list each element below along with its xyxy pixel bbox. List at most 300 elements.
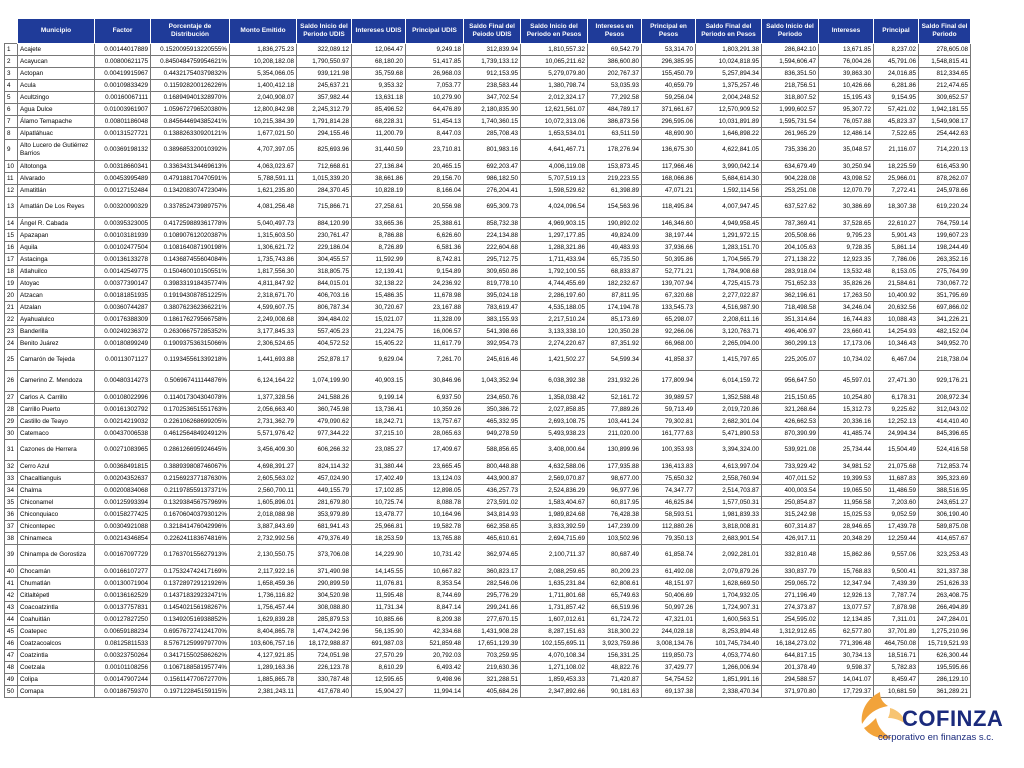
table-cell: 878,262.07: [919, 173, 971, 185]
table-cell: 2,004,248.52: [696, 92, 762, 104]
table-cell: 691,987.03: [352, 638, 406, 650]
table-cell: 35,759.68: [352, 68, 406, 80]
table-cell: 222,604.68: [464, 242, 521, 254]
table-cell: 299,241.66: [464, 602, 521, 614]
table-cell: 12,070.79: [819, 185, 874, 197]
municipio-cell: Alpatláhuac: [18, 128, 95, 140]
table-cell: 153,873.45: [588, 161, 642, 173]
table-cell: 226,123.78: [297, 662, 352, 674]
table-cell: 12,800,842.98: [230, 104, 297, 116]
table-cell: 0.263066757285352%: [151, 326, 230, 338]
table-cell: 17,729.37: [819, 686, 874, 698]
table-cell: 1,548,815.41: [919, 56, 971, 68]
table-cell: 259,065.72: [762, 578, 819, 590]
municipio-cell: Camarón de Tejeda: [18, 350, 95, 371]
table-cell: 244,028.18: [642, 626, 696, 638]
row-number: 19: [5, 278, 18, 290]
table-cell: 4,744,455.69: [521, 278, 588, 290]
table-row: [5, 116, 971, 128]
table-cell: 5,901.43: [874, 230, 919, 242]
table-cell: 80,209.23: [588, 566, 642, 578]
table-cell: 8,726.89: [352, 242, 406, 254]
table-cell: 0.170253651551763%: [151, 404, 230, 416]
table-cell: 64,476.89: [406, 104, 464, 116]
table-cell: 2,274,220.67: [521, 338, 588, 350]
table-cell: 295,776.29: [464, 590, 521, 602]
table-cell: 4,007,947.45: [696, 197, 762, 218]
table-cell: 3,833,392.59: [521, 521, 588, 533]
table-cell: 11,617.79: [406, 338, 464, 350]
municipio-cell: Citlaltépetl: [18, 590, 95, 602]
table-cell: 0.00108022996: [95, 392, 151, 404]
table-cell: 0.00368491815: [95, 461, 151, 473]
table-cell: 7,261.70: [406, 350, 464, 371]
table-cell: 12,139.41: [352, 266, 406, 278]
table-row: [5, 302, 971, 314]
row-number: 37: [5, 521, 18, 533]
table-cell: 8,742.81: [406, 254, 464, 266]
table-cell: 261,965.29: [762, 128, 819, 140]
table-cell: 230,761.47: [297, 230, 352, 242]
row-number: 50: [5, 686, 18, 698]
column-header: Factor: [95, 19, 151, 44]
table-cell: 14,254.93: [874, 326, 919, 338]
table-cell: 19,399.53: [819, 473, 874, 485]
municipio-cell: Amatlán De Los Reyes: [18, 197, 95, 218]
table-cell: 304,455.57: [297, 254, 352, 266]
table-cell: 8,404,865.78: [230, 626, 297, 638]
table-cell: 61,724.72: [588, 614, 642, 626]
table-cell: 57,421.02: [874, 104, 919, 116]
table-row: [5, 44, 971, 56]
table-row: [5, 104, 971, 116]
table-cell: 136,675.30: [642, 140, 696, 161]
table-cell: 6,626.60: [406, 230, 464, 242]
table-cell: 407,011.52: [762, 473, 819, 485]
table-cell: 21,075.68: [874, 461, 919, 473]
table-cell: 1,306,621.72: [230, 242, 297, 254]
table-cell: 1,074,199.90: [297, 371, 352, 392]
table-cell: 65,735.50: [588, 254, 642, 266]
municipio-cell: Cerro Azul: [18, 461, 95, 473]
table-cell: 50,997.26: [642, 602, 696, 614]
table-cell: 34,981.52: [819, 461, 874, 473]
table-row: [5, 254, 971, 266]
table-cell: 496,406.97: [762, 326, 819, 338]
table-cell: 4,535,188.05: [521, 302, 588, 314]
row-number: 31: [5, 440, 18, 461]
table-cell: 8,153.05: [874, 266, 919, 278]
table-cell: 120,350.28: [588, 326, 642, 338]
table-cell: 87,811.95: [588, 290, 642, 302]
table-cell: 12,486.14: [819, 128, 874, 140]
table-row: [5, 290, 971, 302]
table-cell: 17,409.67: [406, 440, 464, 461]
table-cell: 245,637.21: [297, 80, 352, 92]
table-cell: 195,595.66: [919, 662, 971, 674]
table-row: [5, 473, 971, 485]
table-cell: 884,120.99: [297, 218, 352, 230]
table-cell: 27,570.29: [352, 650, 406, 662]
table-cell: 465,332.95: [464, 416, 521, 428]
table-cell: 4,599,607.75: [230, 302, 297, 314]
table-cell: 0.00419915967: [95, 68, 151, 80]
table-cell: 48,690.90: [642, 128, 696, 140]
municipio-cell: Alvarado: [18, 173, 95, 185]
row-number: 8: [5, 128, 18, 140]
municipio-cell: Chiconquiaco: [18, 509, 95, 521]
table-cell: 11,200.79: [352, 128, 406, 140]
table-cell: 2,208,611.16: [696, 314, 762, 326]
table-cell: 1,352,588.48: [696, 392, 762, 404]
row-number: 45: [5, 626, 18, 638]
table-cell: 1,790,550.97: [297, 56, 352, 68]
table-cell: 12,134.85: [819, 614, 874, 626]
table-cell: 3,120,763.71: [696, 326, 762, 338]
municipio-cell: Castillo de Teayo: [18, 416, 95, 428]
table-cell: 77,889.26: [588, 404, 642, 416]
table-cell: 464,750.08: [874, 638, 919, 650]
data-table: [4, 18, 971, 698]
table-cell: 45,791.06: [874, 56, 919, 68]
table-cell: 296,595.06: [642, 116, 696, 128]
table-cell: 17,102.85: [352, 485, 406, 497]
table-cell: 2,569,070.87: [521, 473, 588, 485]
table-cell: 718,498.58: [762, 302, 819, 314]
table-cell: 39,863.30: [819, 68, 874, 80]
table-cell: 1,810,557.32: [521, 44, 588, 56]
table-cell: 231,932.26: [588, 371, 642, 392]
table-cell: 15,021.07: [352, 314, 406, 326]
table-cell: 0.398331918435774%: [151, 278, 230, 290]
table-cell: 9,598.37: [819, 662, 874, 674]
table-cell: 318,805.75: [297, 266, 352, 278]
table-cell: 273,591.02: [464, 497, 521, 509]
table-cell: 5,493,938.23: [521, 428, 588, 440]
table-row: [5, 566, 971, 578]
table-cell: 47,321.01: [642, 614, 696, 626]
table-cell: 118,495.84: [642, 197, 696, 218]
municipio-cell: Comapa: [18, 686, 95, 698]
municipio-cell: Ayahualulco: [18, 314, 95, 326]
table-cell: 0.215692377187630%: [151, 473, 230, 485]
table-cell: 0.479188170470591%: [151, 173, 230, 185]
table-cell: 5,279,079.80: [521, 68, 588, 80]
table-cell: 2,012,324.17: [521, 92, 588, 104]
table-cell: 0.00160067111: [95, 92, 151, 104]
table-row: [5, 578, 971, 590]
table-cell: 3,394,324.00: [696, 440, 762, 461]
table-cell: 0.00801186048: [95, 116, 151, 128]
table-cell: 0.00360744287: [95, 302, 151, 314]
table-cell: 426,917.11: [762, 533, 819, 545]
column-header: Intereses UDIS: [352, 19, 406, 44]
table-cell: 0.132938456757969%: [151, 497, 230, 509]
table-cell: 321,288.51: [464, 674, 521, 686]
table-cell: 0.114017304304078%: [151, 392, 230, 404]
table-cell: 285,708.43: [464, 128, 521, 140]
table-cell: 190,892.02: [588, 218, 642, 230]
table-cell: 1,474,242.96: [297, 626, 352, 638]
table-cell: 278,605.08: [919, 44, 971, 56]
table-cell: 49,483.93: [588, 242, 642, 254]
table-cell: 371,490.98: [297, 566, 352, 578]
table-cell: 715,866.71: [297, 197, 352, 218]
table-cell: 15,862.86: [819, 545, 874, 566]
table-cell: 40,659.79: [642, 80, 696, 92]
table-cell: 199,607.23: [919, 230, 971, 242]
municipio-cell: Coetzala: [18, 662, 95, 674]
table-cell: 53,314.70: [642, 44, 696, 56]
table-cell: 309,650.86: [464, 266, 521, 278]
table-cell: 939,121.98: [297, 68, 352, 80]
table-cell: 10,734.02: [819, 350, 874, 371]
table-cell: 251,626.33: [919, 578, 971, 590]
table-cell: 2,088,259.65: [521, 566, 588, 578]
table-cell: 15,504.49: [874, 440, 919, 461]
header-row: [5, 19, 971, 44]
table-cell: 8,166.04: [406, 185, 464, 197]
table-cell: 12,595.65: [352, 674, 406, 686]
table-cell: 394,484.02: [297, 314, 352, 326]
table-cell: 4,516,987.90: [696, 302, 762, 314]
table-cell: 322,089.12: [297, 44, 352, 56]
table-cell: 414,657.67: [919, 533, 971, 545]
table-cell: 69,542.79: [588, 44, 642, 56]
row-number: 15: [5, 230, 18, 242]
row-number: 11: [5, 173, 18, 185]
table-cell: 30,720.67: [352, 302, 406, 314]
table-cell: 406,703.16: [297, 290, 352, 302]
row-number: 29: [5, 416, 18, 428]
table-cell: 0.150460010150551%: [151, 266, 230, 278]
table-cell: 1,607,012.61: [521, 614, 588, 626]
table-cell: 465,610.61: [464, 533, 521, 545]
table-row: [5, 392, 971, 404]
table-cell: 27,471.30: [874, 371, 919, 392]
table-cell: 8,610.29: [352, 662, 406, 674]
table-cell: 7,439.39: [874, 578, 919, 590]
table-cell: 332,810.48: [762, 545, 819, 566]
table-cell: 13,631.18: [352, 92, 406, 104]
table-cell: 5,471,890.53: [696, 428, 762, 440]
table-cell: 224,134.88: [464, 230, 521, 242]
row-number: 33: [5, 473, 18, 485]
table-cell: 41,858.37: [642, 350, 696, 371]
table-cell: 6,493.42: [406, 662, 464, 674]
table-cell: 1,015,339.20: [297, 173, 352, 185]
table-cell: 0.00176388309: [95, 314, 151, 326]
table-cell: 1,635,231.84: [521, 578, 588, 590]
row-number: 21: [5, 302, 18, 314]
table-cell: 0.00453995489: [95, 173, 151, 185]
table-cell: 15,904.27: [352, 686, 406, 698]
table-cell: 12,926.13: [819, 590, 874, 602]
table-cell: 286,842.10: [762, 44, 819, 56]
municipio-cell: Agua Dulce: [18, 104, 95, 116]
table-cell: 56,135.90: [352, 626, 406, 638]
table-cell: 0.00137757831: [95, 602, 151, 614]
table-cell: 2,731,362.79: [230, 416, 297, 428]
table-cell: 616,453.90: [919, 161, 971, 173]
table-cell: 634,679.49: [762, 161, 819, 173]
row-number: 26: [5, 371, 18, 392]
row-number: 22: [5, 314, 18, 326]
table-cell: 806,787.34: [297, 302, 352, 314]
cofinza-logo: [850, 688, 1020, 766]
table-cell: 178,276.94: [588, 140, 642, 161]
table-cell: 1,577,050.31: [696, 497, 762, 509]
table-cell: 9,795.23: [819, 230, 874, 242]
municipio-cell: Álamo Temapache: [18, 116, 95, 128]
table-cell: 146,346.60: [642, 218, 696, 230]
table-cell: 417,678.40: [297, 686, 352, 698]
table-cell: 0.00304921088: [95, 521, 151, 533]
table-cell: 79,350.13: [642, 533, 696, 545]
table-cell: 330,787.48: [297, 674, 352, 686]
table-cell: 956,647.50: [762, 371, 819, 392]
table-cell: 4,949,958.45: [696, 218, 762, 230]
table-cell: 341,226.21: [919, 314, 971, 326]
municipio-cell: Amatitlán: [18, 185, 95, 197]
table-cell: 284,370.45: [297, 185, 352, 197]
municipio-cell: Chocamán: [18, 566, 95, 578]
table-row: [5, 545, 971, 566]
table-cell: 10,885.66: [352, 614, 406, 626]
table-cell: 0.186176279566758%: [151, 314, 230, 326]
table-cell: 0.00395323005: [95, 218, 151, 230]
table-cell: 825,693.96: [297, 140, 352, 161]
table-cell: 8,786.88: [352, 230, 406, 242]
table-cell: 0.00320090329: [95, 197, 151, 218]
table-cell: 103,441.24: [588, 416, 642, 428]
table-cell: 1,736,116.82: [230, 590, 297, 602]
table-cell: 783,619.47: [464, 302, 521, 314]
table-cell: 0.00181851935: [95, 290, 151, 302]
table-cell: 8,209.38: [406, 614, 464, 626]
table-cell: 10,725.74: [352, 497, 406, 509]
table-cell: 7,786.06: [874, 254, 919, 266]
table-cell: 318,300.22: [588, 626, 642, 638]
table-row: [5, 338, 971, 350]
table-cell: 3,818,008.81: [696, 521, 762, 533]
table-cell: 8,237.02: [874, 44, 919, 56]
table-cell: 10,072,313.06: [521, 116, 588, 128]
table-cell: 51,454.13: [406, 116, 464, 128]
table-cell: 9,353.32: [352, 80, 406, 92]
table-cell: 1,358,038.42: [521, 392, 588, 404]
table-cell: 724,051.98: [297, 650, 352, 662]
table-cell: 283,918.04: [762, 266, 819, 278]
municipio-cell: Atlahuilco: [18, 266, 95, 278]
table-cell: 1,731,857.42: [521, 602, 588, 614]
table-cell: 787,369.41: [762, 218, 819, 230]
table-row: [5, 371, 971, 392]
table-cell: 0.106718858195774%: [151, 662, 230, 674]
table-cell: 18,242.71: [352, 416, 406, 428]
table-cell: 3,177,845.33: [230, 326, 297, 338]
table-cell: 1,592,114.56: [696, 185, 762, 197]
table-cell: 139,707.94: [642, 278, 696, 290]
table-cell: 0.176370155627913%: [151, 545, 230, 566]
table-cell: 7,272.41: [874, 185, 919, 197]
row-number: 44: [5, 614, 18, 626]
municipio-cell: Coacoatzintla: [18, 602, 95, 614]
row-number: 7: [5, 116, 18, 128]
table-cell: 309,652.57: [919, 92, 971, 104]
table-cell: 4,024,096.54: [521, 197, 588, 218]
table-cell: 10,359.26: [406, 404, 464, 416]
table-cell: 1,791,814.28: [297, 116, 352, 128]
table-cell: 8,847.14: [406, 602, 464, 614]
table-cell: 2,249,008.68: [230, 314, 297, 326]
table-cell: 4,613,997.04: [696, 461, 762, 473]
table-cell: 69,137.38: [642, 686, 696, 698]
table-cell: 712,668.61: [297, 161, 352, 173]
municipio-cell: Alto Lucero de Gutiérrez Barrios: [18, 140, 95, 161]
table-cell: 2,286,197.60: [521, 290, 588, 302]
table-row: [5, 197, 971, 218]
table-cell: 929,176.21: [919, 371, 971, 392]
table-row: [5, 56, 971, 68]
table-cell: 6,467.04: [874, 350, 919, 371]
table-cell: 13,124.03: [406, 473, 464, 485]
table-cell: 11,592.99: [352, 254, 406, 266]
table-cell: 383,155.93: [464, 314, 521, 326]
row-number: 36: [5, 509, 18, 521]
table-cell: 219,630.36: [464, 662, 521, 674]
table-cell: 0.417259889361778%: [151, 218, 230, 230]
row-number: 32: [5, 461, 18, 473]
table-cell: 1,628,669.50: [696, 578, 762, 590]
column-header: Monto Emitido: [230, 19, 297, 44]
table-cell: 30,846.96: [406, 371, 464, 392]
table-cell: 13,736.41: [352, 404, 406, 416]
table-cell: 90,181.63: [588, 686, 642, 698]
table-cell: 12,347.94: [819, 578, 874, 590]
table-cell: 2,265,094.00: [696, 338, 762, 350]
table-cell: 23,665.45: [406, 461, 464, 473]
table-cell: 1,653,534.01: [521, 128, 588, 140]
table-cell: 4,127,921.85: [230, 650, 297, 662]
table-cell: 1,594,606.47: [762, 56, 819, 68]
row-number: 3: [5, 68, 18, 80]
row-number: 18: [5, 266, 18, 278]
table-cell: 80,687.49: [588, 545, 642, 566]
table-cell: 11,687.83: [874, 473, 919, 485]
table-cell: 1,735,743.86: [230, 254, 297, 266]
table-cell: 2,079,879.26: [696, 566, 762, 578]
table-row: [5, 128, 971, 140]
table-cell: 479,376.49: [297, 533, 352, 545]
row-number: 20: [5, 290, 18, 302]
table-cell: 0.337852473989757%: [151, 197, 230, 218]
column-header: Saldo Inicio del Periodo: [762, 19, 819, 44]
table-cell: 1.059672796520380%: [151, 104, 230, 116]
table-cell: 10,164.96: [406, 509, 464, 521]
table-cell: 18,172,988.87: [297, 638, 352, 650]
table-cell: 1,885,865.78: [230, 674, 297, 686]
table-cell: 168,066.86: [642, 173, 696, 185]
table-cell: 46,625.84: [642, 497, 696, 509]
row-number: 38: [5, 533, 18, 545]
table-cell: 16,184,273.02: [762, 638, 819, 650]
column-header: Saldo Inicio del Periodo en Pesos: [521, 19, 588, 44]
table-cell: 404,572.52: [297, 338, 352, 350]
table-cell: 771,396.48: [819, 638, 874, 650]
table-cell: 695,309.73: [464, 197, 521, 218]
index-header: [5, 19, 18, 44]
